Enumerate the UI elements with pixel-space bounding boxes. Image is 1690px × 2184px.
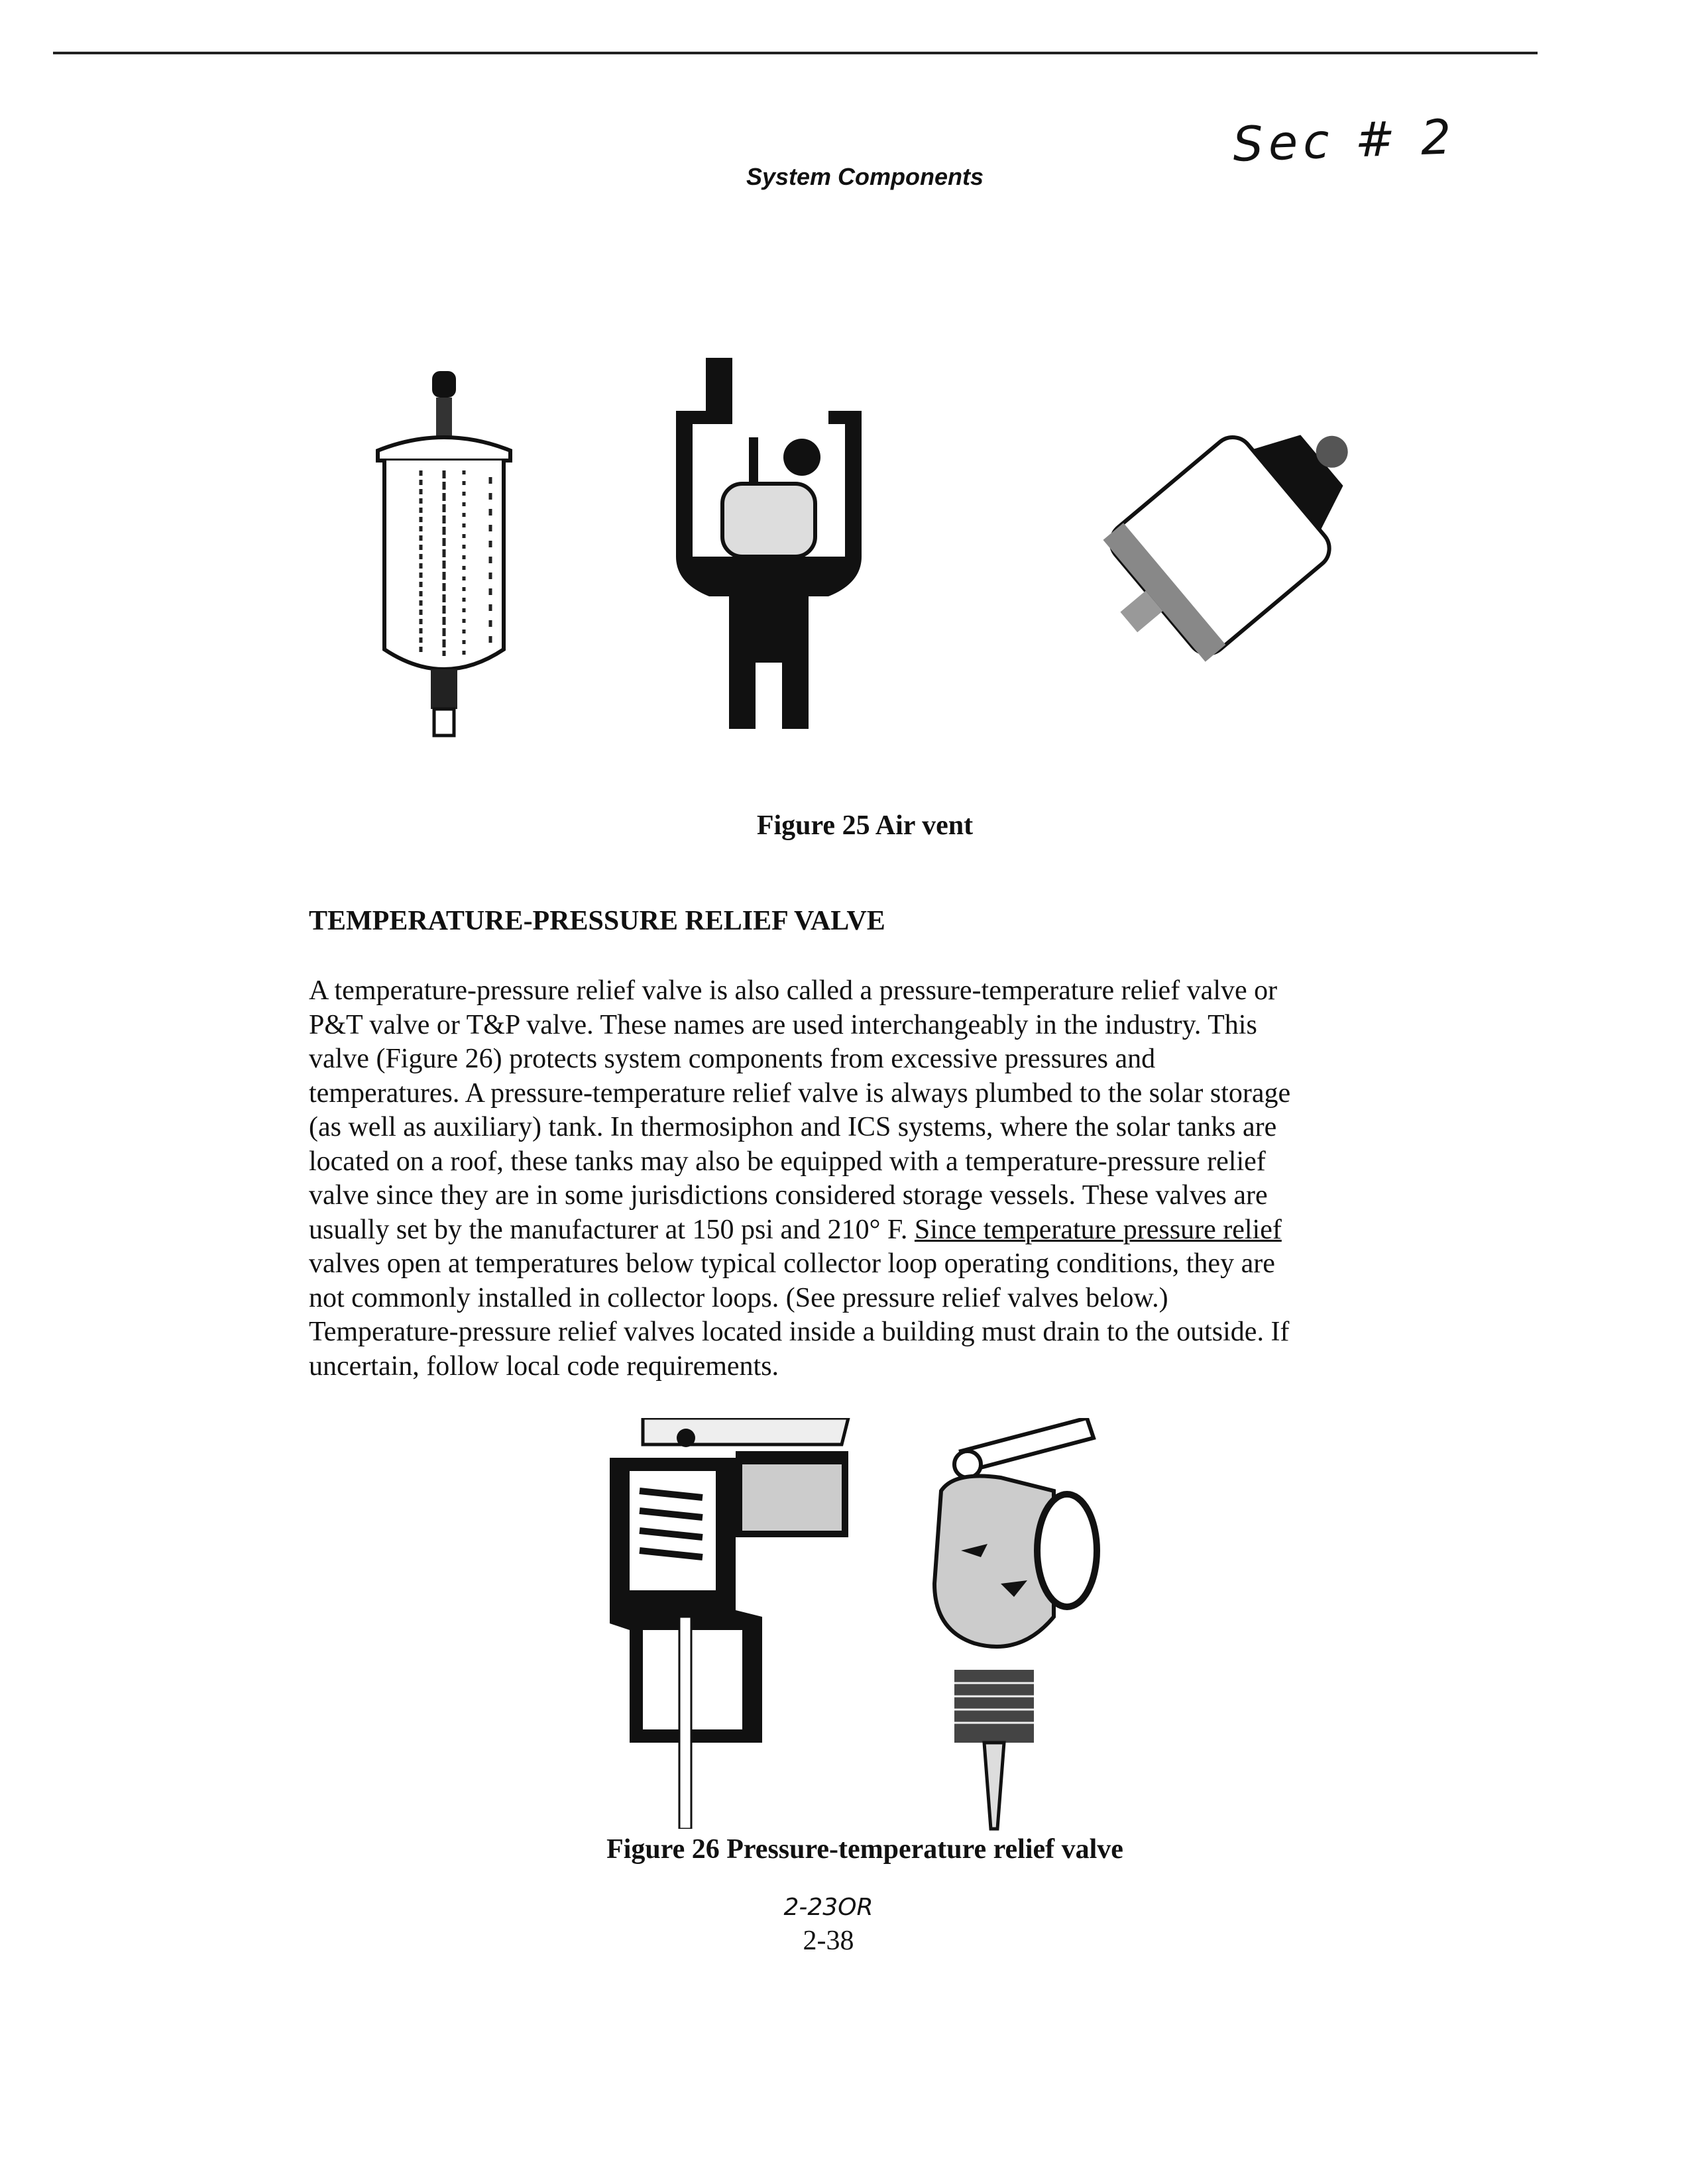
- underlined-text: Since temperature pressure relief: [914, 1214, 1282, 1245]
- air-vent-image-1: [371, 371, 517, 742]
- line-start: usually set by the manufacturer at 150 psi and 210° F.: [309, 1214, 915, 1245]
- section-heading: TEMPERATURE-PRESSURE RELIEF VALVE: [309, 906, 885, 936]
- paragraph-line: P&T valve or T&P valve. These names are used interchangeably in the industry. This: [309, 1009, 1257, 1040]
- paragraph-line: valve since they are in some jurisdictions considered storage vessels. These valves are: [309, 1180, 1268, 1211]
- relief-valve-exterior-image: [921, 1418, 1107, 1842]
- air-vent-image-2: [669, 358, 868, 736]
- paragraph-line: uncertain, follow local code requirements.: [309, 1350, 779, 1382]
- air-vent-image-3: [1074, 411, 1372, 676]
- paragraph-line: not commonly installed in collector loops. (See pressure relief valves below.): [309, 1282, 1168, 1313]
- relief-valve-cutaway-image: [603, 1418, 855, 1829]
- page-number: 2-38: [803, 1926, 854, 1956]
- paragraph-line: valve (Figure 26) protects system components from excessive pressures and: [309, 1044, 1156, 1074]
- section-paragraph: [309, 974, 1290, 1384]
- paragraph-line: temperatures. A pressure-temperature relief valve is always plumbed to the solar storage: [309, 1077, 1291, 1109]
- handwritten-page-note: 2-23OR: [783, 1894, 873, 1921]
- paragraph-line: A temperature-pressure relief valve is also called a pressure-temperature relief valve or: [309, 975, 1278, 1006]
- handwritten-section-note: Sec # 2: [1231, 109, 1457, 172]
- paragraph-line: valves open at temperatures below typical collector loop operating conditions, they are: [309, 1248, 1275, 1279]
- top-rule: [53, 52, 1538, 54]
- paragraph-line: located on a roof, these tanks may also be equipped with a temperature-pressure relief: [309, 1146, 1266, 1177]
- running-title: System Components: [746, 163, 984, 190]
- paragraph-line: Temperature-pressure relief valves located inside a building must drain to the outside. If: [309, 1317, 1290, 1347]
- figure-25-caption: Figure 25 Air vent: [756, 810, 974, 841]
- paragraph-line: (as well as auxiliary) tank. In thermosiphon and ICS systems, where the solar tanks are: [309, 1112, 1277, 1142]
- figure-26-caption: Figure 26 Pressure-temperature relief valve: [606, 1834, 1123, 1865]
- paragraph-line: [309, 1213, 1290, 1248]
